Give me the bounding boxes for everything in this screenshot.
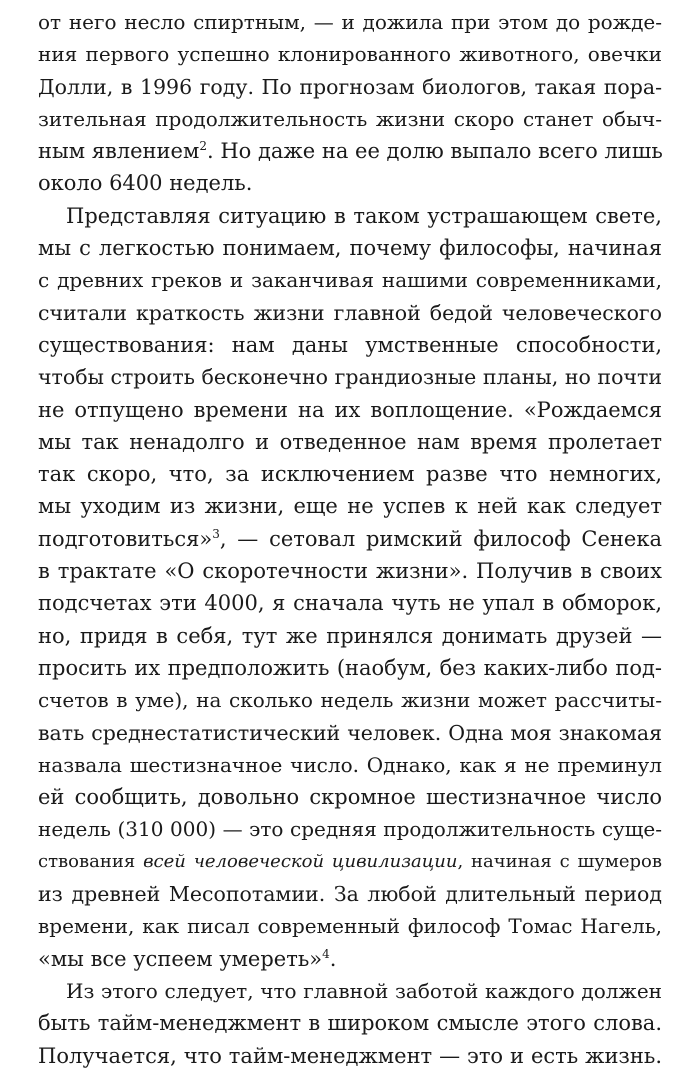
paragraph-first-line: Представляя ситуацию в таком устрашающем свете, (66, 203, 662, 228)
text-line: счетов в уме), на сколько недель жизни может рассчиты- (38, 688, 662, 713)
text-line: назвала шестизначное число. Однако, как я не преминул (38, 752, 662, 777)
text-line: вать среднестатистический человек. Одна моя знакомая (38, 720, 662, 745)
text-line: времени, как писал современный философ Томас Нагель, (38, 914, 662, 939)
text-line: так скоро, что, за исключением разве что немногих, (38, 462, 662, 487)
text-segment: , начиная с шумеров (457, 850, 662, 872)
text-line: ей сообщить, довольно скромное шестизначное число (38, 785, 662, 810)
text-line (38, 135, 662, 167)
text-segment: . (329, 946, 337, 971)
text-line (38, 523, 662, 555)
text-line: ния первого успешно клонированного животного, овечки (38, 42, 662, 67)
text-line: в трактате «О скоротечности жизни». Получив в своих (38, 559, 662, 584)
text-segment: ствования (38, 850, 144, 872)
text-line: Долли, в 1996 году. По прогнозам биологов, такая пора- (38, 74, 662, 99)
paragraph-first-line: Из этого следует, что главной заботой каждого должен (66, 978, 662, 1003)
emphasis-text: всей человеческой цивилизации (143, 850, 458, 872)
text-segment: , — сетовал римский философ Сенека (219, 526, 662, 551)
text-line: с древних греков и заканчивая нашими современниками, (38, 268, 662, 293)
text-line: мы с легкостью понимаем, почему философы, начиная (38, 236, 662, 261)
footnote-marker[interactable]: 2 (199, 139, 207, 154)
footnote-marker[interactable]: 4 (322, 946, 330, 961)
text-segment: . Но даже на ее долю выпало всего лишь (206, 139, 663, 164)
text-line: подсчетах эти 4000, я сначала чуть не упал в обморок, (38, 591, 662, 616)
text-line: Получается, что тайм-менеджмент — это и есть жизнь. (38, 1043, 662, 1068)
footnote-marker[interactable]: 3 (212, 526, 220, 541)
text-line (38, 943, 662, 975)
text-line: из древней Месопотамии. За любой длительный период (38, 882, 662, 907)
text-segment: ным явлением (38, 139, 200, 164)
text-segment: подготовиться» (38, 526, 213, 551)
text-line: чтобы строить бесконечно грандиозные планы, но почти (38, 365, 662, 390)
text-segment: «мы все успеем умереть» (38, 946, 323, 971)
text-line: от него несло спиртным, — и дожила при этом до рожде- (38, 10, 662, 34)
text-line: считали краткость жизни главной бедой человеческого (38, 300, 662, 325)
text-line: мы уходим из жизни, еще не успев к ней как следует (38, 494, 662, 519)
text-line: недель (310 000) — это средняя продолжительность суще- (38, 817, 662, 842)
text-line: существования: нам даны умственные способности, (38, 332, 662, 357)
text-line: просить их предположить (наобум, без каких-либо под- (38, 655, 662, 680)
text-line: не отпущено времени на их воплощение. «Рождаемся (38, 397, 662, 422)
text-line (38, 846, 662, 878)
text-line: но, придя в себя, тут же принялся донимать друзей — (38, 623, 662, 648)
text-line: быть тайм-менеджмент в широком смысле этого слова. (38, 1011, 662, 1036)
document-page (38, 6, 662, 1072)
text-line: около 6400 недель. (38, 171, 253, 196)
text-line: зительная продолжительность жизни скоро станет обыч- (38, 106, 662, 131)
text-line: мы так ненадолго и отведенное нам время пролетает (38, 429, 662, 454)
